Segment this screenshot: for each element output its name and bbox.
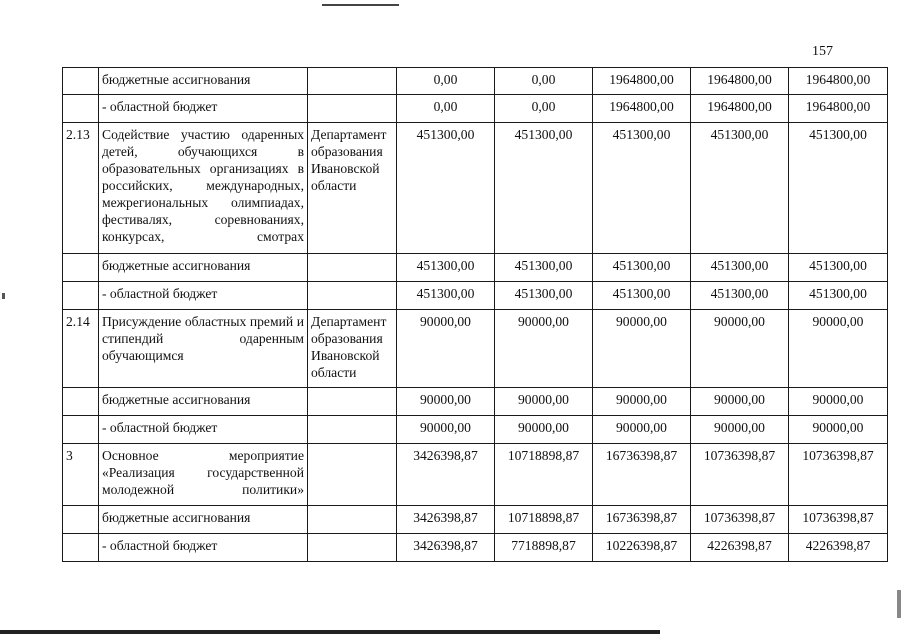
page-number: 157 <box>812 44 833 59</box>
row-code: 2.13 <box>63 123 99 254</box>
value-year-1: 3426398,87 <box>397 534 495 562</box>
value-year-4: 90000,00 <box>691 388 789 416</box>
value-year-5: 90000,00 <box>789 310 888 388</box>
value-year-2: 90000,00 <box>495 310 593 388</box>
value-year-5: 451300,00 <box>789 254 888 282</box>
table-row <box>63 68 888 95</box>
top-rule <box>322 4 399 6</box>
value-year-4: 1964800,00 <box>691 95 789 123</box>
value-year-1: 0,00 <box>397 95 495 123</box>
value-year-3: 90000,00 <box>593 416 691 444</box>
value-year-5: 1964800,00 <box>789 68 888 95</box>
value-year-5: 10736398,87 <box>789 444 888 506</box>
row-executor: Департамент образования Ивановской области <box>308 123 397 254</box>
row-executor <box>308 444 397 506</box>
value-year-4: 90000,00 <box>691 310 789 388</box>
row-code <box>63 282 99 310</box>
row-name: бюджетные ассигнования <box>99 254 308 282</box>
row-executor <box>308 68 397 95</box>
value-year-1: 90000,00 <box>397 416 495 444</box>
row-executor <box>308 95 397 123</box>
budget-table <box>62 67 888 562</box>
row-code <box>63 534 99 562</box>
value-year-3: 10226398,87 <box>593 534 691 562</box>
table-row <box>63 282 888 310</box>
row-name: бюджетные ассигнования <box>99 388 308 416</box>
row-executor <box>308 254 397 282</box>
value-year-2: 451300,00 <box>495 282 593 310</box>
value-year-3: 90000,00 <box>593 388 691 416</box>
table-row <box>63 416 888 444</box>
value-year-2: 90000,00 <box>495 388 593 416</box>
value-year-1: 451300,00 <box>397 123 495 254</box>
value-year-5: 451300,00 <box>789 282 888 310</box>
scan-margin-mark <box>897 590 901 618</box>
row-code <box>63 68 99 95</box>
value-year-3: 90000,00 <box>593 310 691 388</box>
table-row <box>63 95 888 123</box>
value-year-4: 90000,00 <box>691 416 789 444</box>
table-row <box>63 123 888 254</box>
row-code <box>63 95 99 123</box>
row-name: бюджетные ассигнования <box>99 68 308 95</box>
table-row <box>63 506 888 534</box>
row-name: Присуждение областных премий и стипендий одаренным обучающимся <box>99 310 308 388</box>
value-year-2: 90000,00 <box>495 416 593 444</box>
value-year-1: 3426398,87 <box>397 506 495 534</box>
value-year-4: 10736398,87 <box>691 506 789 534</box>
value-year-4: 451300,00 <box>691 254 789 282</box>
row-code <box>63 506 99 534</box>
value-year-4: 10736398,87 <box>691 444 789 506</box>
row-name: - областной бюджет <box>99 282 308 310</box>
value-year-1: 451300,00 <box>397 282 495 310</box>
value-year-5: 4226398,87 <box>789 534 888 562</box>
value-year-2: 0,00 <box>495 95 593 123</box>
value-year-2: 10718898,87 <box>495 506 593 534</box>
row-name: Основное мероприятие «Реализация государственной молодежной политики» <box>99 444 308 506</box>
value-year-1: 90000,00 <box>397 388 495 416</box>
value-year-3: 16736398,87 <box>593 506 691 534</box>
value-year-4: 451300,00 <box>691 123 789 254</box>
row-executor <box>308 534 397 562</box>
value-year-5: 10736398,87 <box>789 506 888 534</box>
table-row <box>63 310 888 388</box>
row-name: бюджетные ассигнования <box>99 506 308 534</box>
row-name: Содействие участию одаренных детей, обучающихся в образовательных организациях в российских, международных, межрегиональных олимпиадах, фестивалях, соревнованиях, конкурсах, смотрах <box>99 123 308 254</box>
row-executor: Департамент образования Ивановской области <box>308 310 397 388</box>
value-year-1: 90000,00 <box>397 310 495 388</box>
row-executor <box>308 416 397 444</box>
value-year-4: 1964800,00 <box>691 68 789 95</box>
row-executor <box>308 282 397 310</box>
row-code <box>63 254 99 282</box>
row-code: 2.14 <box>63 310 99 388</box>
value-year-2: 10718898,87 <box>495 444 593 506</box>
row-code <box>63 416 99 444</box>
value-year-2: 7718898,87 <box>495 534 593 562</box>
value-year-3: 451300,00 <box>593 254 691 282</box>
value-year-2: 451300,00 <box>495 254 593 282</box>
value-year-3: 1964800,00 <box>593 68 691 95</box>
row-executor <box>308 506 397 534</box>
value-year-5: 90000,00 <box>789 416 888 444</box>
scan-margin-mark <box>2 293 5 299</box>
row-name: - областной бюджет <box>99 416 308 444</box>
table-row <box>63 444 888 506</box>
value-year-3: 16736398,87 <box>593 444 691 506</box>
row-name: - областной бюджет <box>99 534 308 562</box>
value-year-2: 0,00 <box>495 68 593 95</box>
table-row <box>63 534 888 562</box>
value-year-4: 451300,00 <box>691 282 789 310</box>
value-year-1: 451300,00 <box>397 254 495 282</box>
scan-bottom-edge <box>0 630 660 634</box>
row-code <box>63 388 99 416</box>
value-year-5: 1964800,00 <box>789 95 888 123</box>
value-year-5: 90000,00 <box>789 388 888 416</box>
row-executor <box>308 388 397 416</box>
row-name: - областной бюджет <box>99 95 308 123</box>
table-row <box>63 388 888 416</box>
value-year-1: 3426398,87 <box>397 444 495 506</box>
value-year-2: 451300,00 <box>495 123 593 254</box>
value-year-3: 451300,00 <box>593 282 691 310</box>
row-code: 3 <box>63 444 99 506</box>
table-row <box>63 254 888 282</box>
value-year-3: 1964800,00 <box>593 95 691 123</box>
value-year-1: 0,00 <box>397 68 495 95</box>
value-year-4: 4226398,87 <box>691 534 789 562</box>
value-year-3: 451300,00 <box>593 123 691 254</box>
value-year-5: 451300,00 <box>789 123 888 254</box>
